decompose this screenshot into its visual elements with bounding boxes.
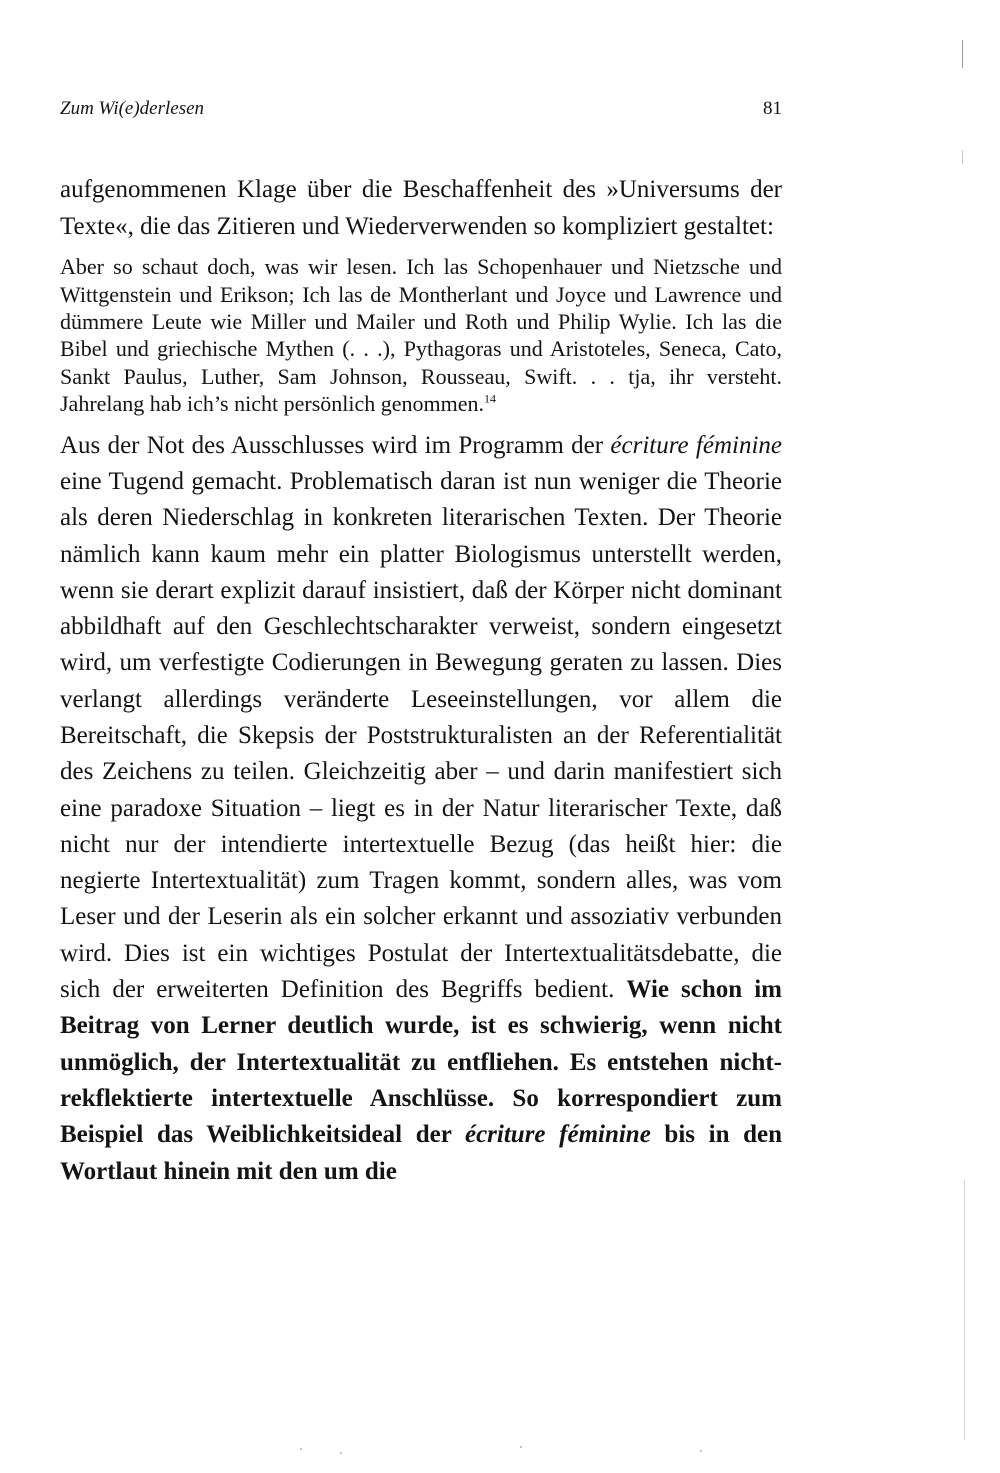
running-header <box>60 94 782 124</box>
main-text-part-2: eine Tugend gemacht. Problematisch daran ist nun weniger die Theorie als deren Niederschlag in konkreten literarischen Texten. Der Theorie nämlich kann kaum mehr ein platter Biologismus unterstellt werden, wenn sie derart explizit darauf insistiert, daß der Körper nicht dominant abbildhaft auf den Geschlechtscharakter verweist, sondern eingesetzt wird, um verfestigte Codierungen in Bewegung geraten zu lassen. Dies verlangt allerdings veränderte Leseeinstellungen, vor allem die Bereitschaft, die Skepsis der Poststrukturalisten an der Referentialität des Zeichens zu teilen. Gleichzeitig aber – und darin manifestiert sich eine paradoxe Situation – liegt es in der Natur literarischer Texte, daß nicht nur der intendierte intertextuelle Bezug (das heißt hier: die negierte Intertextualität) zum Tragen kommt, sondern alles, was vom Leser und der Leserin als ein solcher erkannt und assoziativ verbunden wird. Dies ist ein wichtiges Postulat der Intertextualitätsdebatte, die sich der erweiterten Definition des Begriffs bedient. <box>60 467 782 1004</box>
term-ecriture-feminine: écriture féminine <box>610 431 783 459</box>
main-text-part-1: Aus der Not des Ausschlusses wird im Programm der <box>60 431 611 459</box>
scan-artifact <box>700 1450 702 1452</box>
intro-paragraph: aufgenommenen Klage über die Beschaffenheit des »Universums der Texte«, die das Zitieren und Wiederverwenden so kompliziert gestaltet: <box>60 176 782 240</box>
main-text-bold: Wie schon im Beitrag von Lerner deutlich wurde, ist es schwierig, wenn nicht unmöglich, der Intertextualität zu entfliehen. Es entstehen nicht-rekflektierte intertextuelle Anschlüsse. So korrespondiert zum Beispiel das Weiblichkeitsideal der <box>60 976 782 1149</box>
running-title: Zum Wi(e)derlesen <box>60 98 205 119</box>
page-number: 81 <box>763 98 782 119</box>
quote-text: Aber so schaut doch, was wir lesen. Ich las Schopenhauer und Nietzsche und Wittgenstein und Erikson; Ich las de Montherlant und Joyce und Lawrence und dümmere Leute wie Miller und Mailer und Roth und Philip Wylie. Ich las die Bibel und griechische Mythen (. . .), Pythagoras und Aristoteles, Seneca, Cato, Sankt Paulus, Luther, Sam Johnson, Rousseau, Swift. . . tja, ihr versteht. Jahrelang hab ich’s nicht persönlich genommen. <box>60 254 782 417</box>
block-quote <box>60 253 782 417</box>
scan-artifact <box>520 1446 522 1448</box>
main-text-bold-end: bis in den Wortlaut hinein mit den um die <box>60 1121 782 1185</box>
scan-artifact <box>340 1452 342 1454</box>
footnote-reference: 14 <box>484 391 496 406</box>
main-paragraph <box>60 428 782 1190</box>
term-ecriture-feminine-bold: écriture féminine <box>464 1121 651 1149</box>
scan-artifact <box>962 150 963 164</box>
scan-artifact <box>962 40 963 68</box>
scan-artifact <box>964 1180 965 1440</box>
scan-artifact <box>300 1448 302 1450</box>
text-block <box>60 172 782 1190</box>
